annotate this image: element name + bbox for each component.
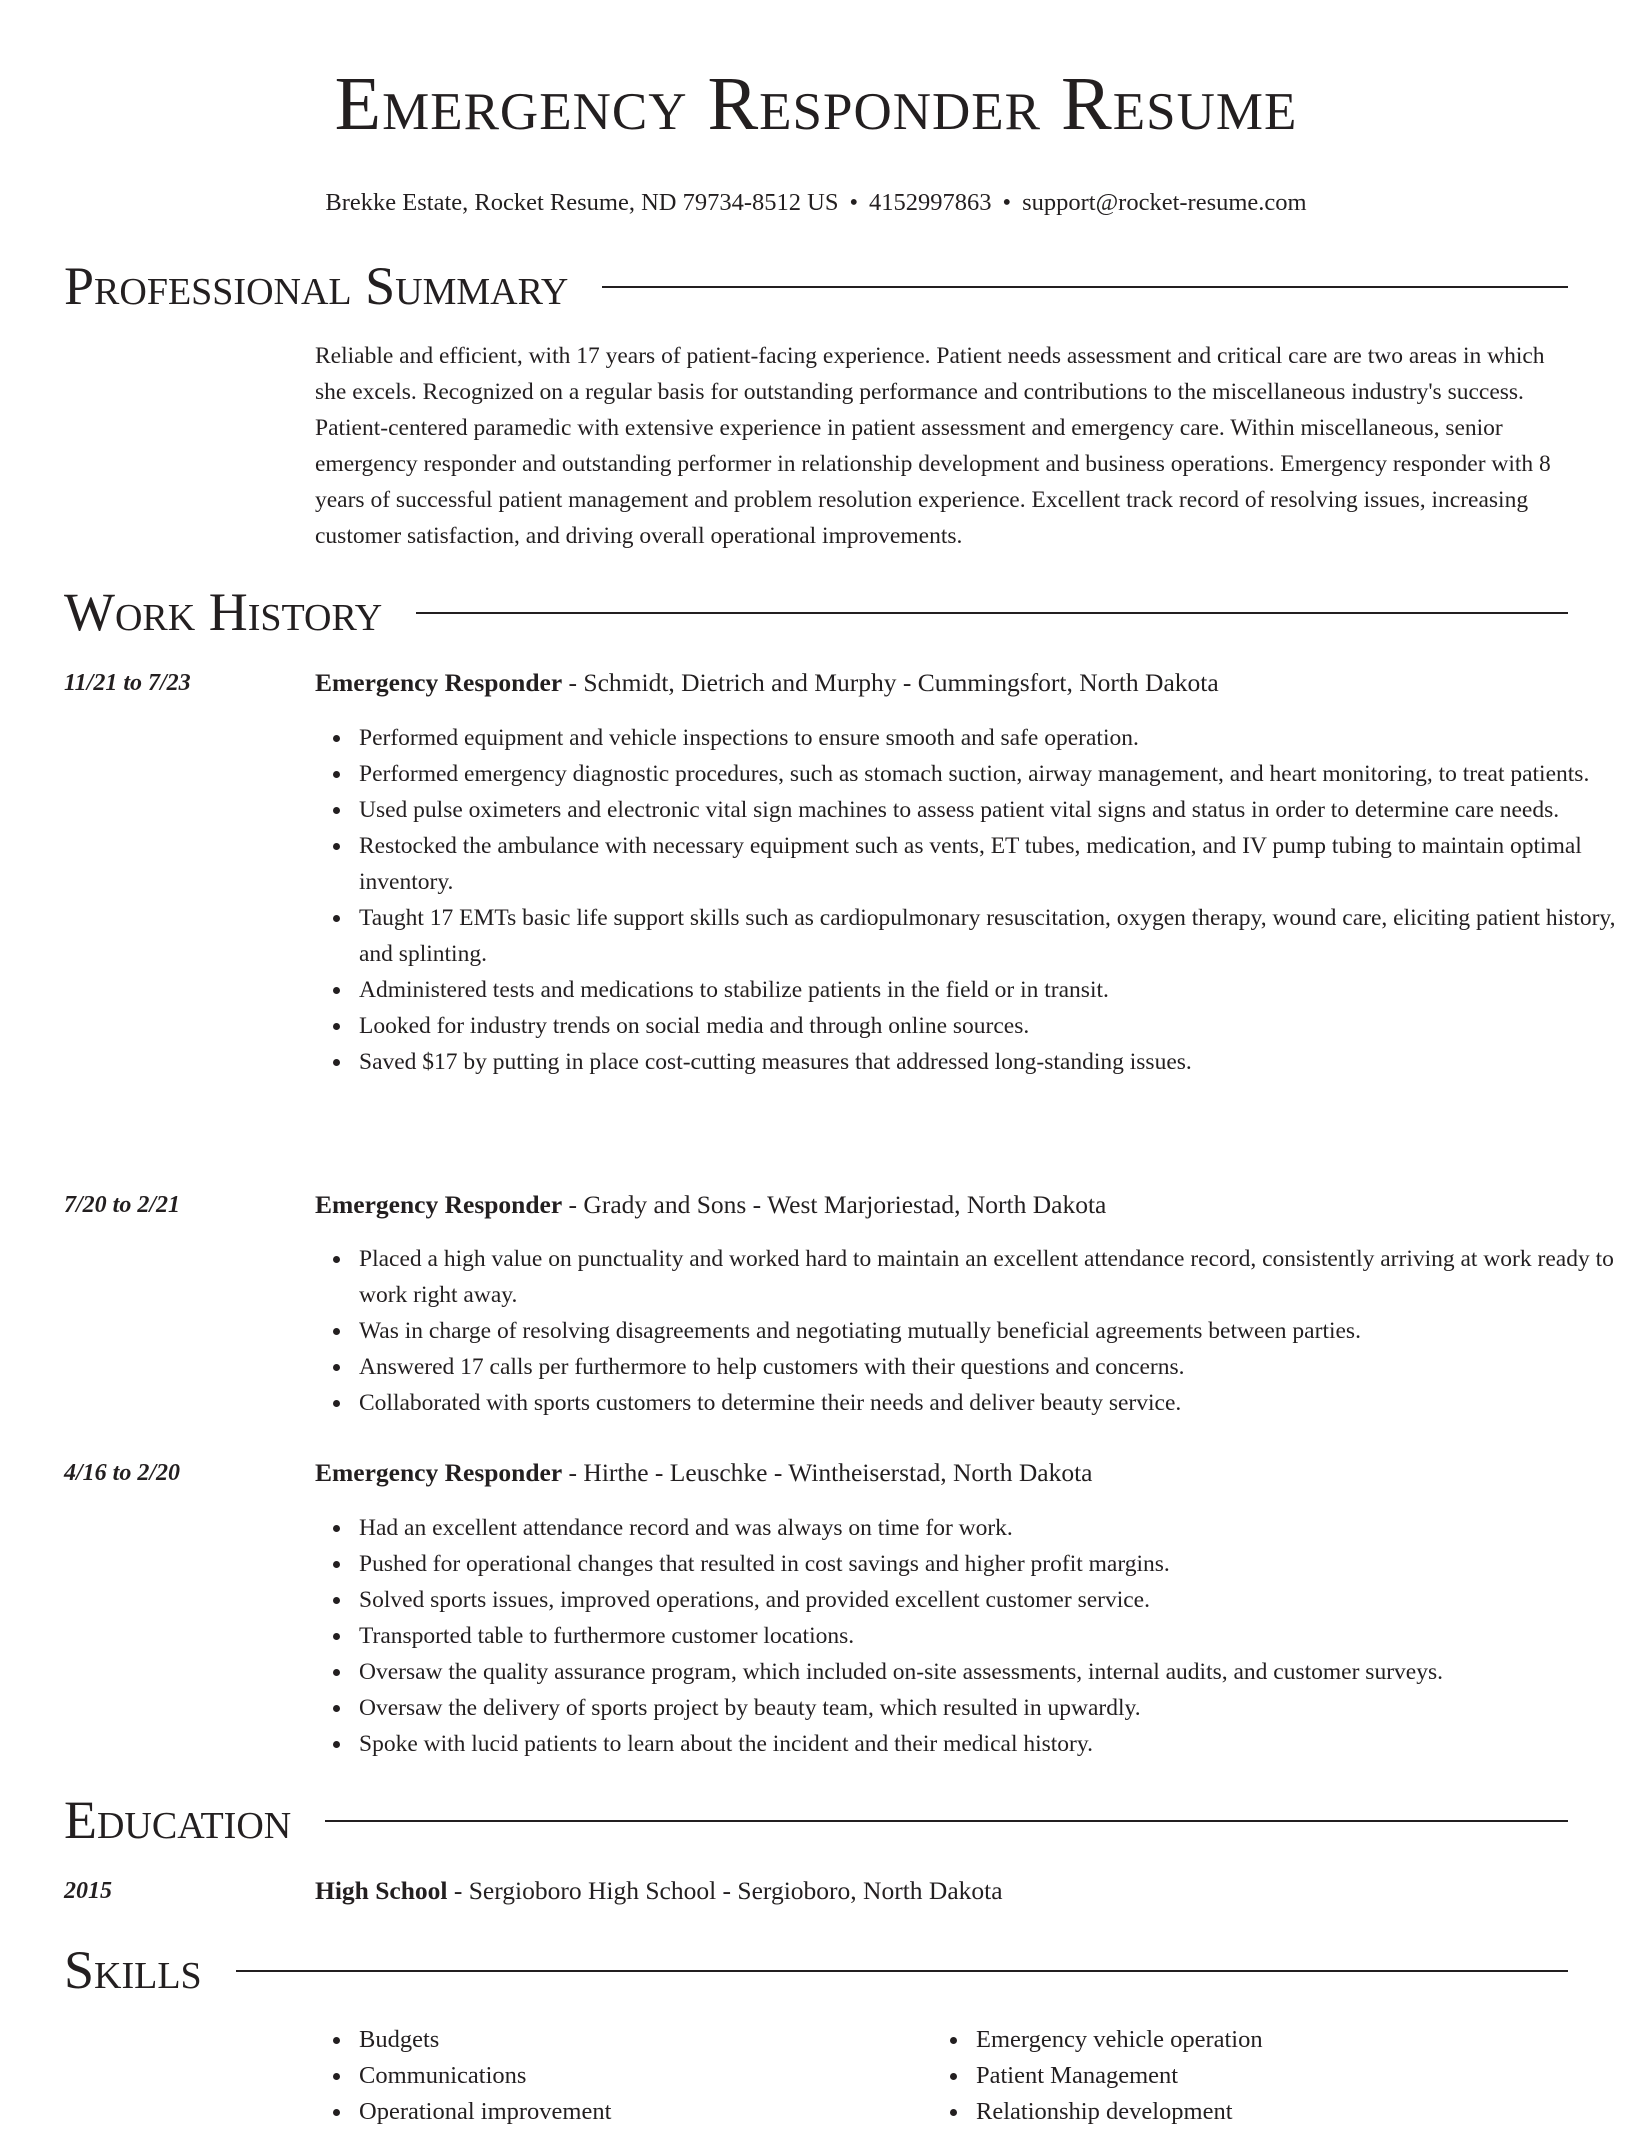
- contact-separator: •: [1002, 189, 1012, 216]
- resume-title: Emergency Responder Resume: [334, 62, 1298, 146]
- section-divider: [325, 1820, 1568, 1822]
- skill-item: Operational improvement: [359, 2094, 915, 2130]
- list-item: Answered 17 calls per furthermore to help customers with their questions and concerns.: [359, 1349, 1619, 1385]
- job-dates: 11/21 to 7/23: [64, 670, 191, 696]
- education-school: - Sergioboro High School - Sergioboro, North Dakota: [447, 1876, 1003, 1905]
- contact-line: [0, 188, 1632, 218]
- job-title-line: [315, 1189, 1106, 1221]
- education-section-header: [64, 1788, 1568, 1852]
- work-section-header: [64, 580, 1568, 644]
- job-title-line: [315, 1457, 1092, 1489]
- job-role: Emergency Responder: [315, 1190, 563, 1219]
- contact-address: Brekke Estate, Rocket Resume, ND 79734-8512 US: [325, 189, 839, 216]
- skills-section-header: [64, 1938, 1568, 2002]
- list-item: Pushed for operational changes that resulted in cost savings and higher profit margins.: [359, 1546, 1619, 1582]
- summary-section-title: Professional Summary: [64, 256, 569, 316]
- list-item: Oversaw the delivery of sports project by beauty team, which resulted in upwardly.: [359, 1690, 1619, 1726]
- section-divider: [602, 286, 1568, 288]
- work-section-title: Work History: [64, 582, 383, 642]
- contact-separator: •: [849, 189, 859, 216]
- job-employer: - Schmidt, Dietrich and Murphy - Cummingsfort, North Dakota: [562, 668, 1219, 697]
- list-item: Solved sports issues, improved operations, and provided excellent customer service.: [359, 1582, 1619, 1618]
- education-section-title: Education: [64, 1790, 292, 1850]
- list-item: Collaborated with sports customers to determine their needs and deliver beauty service.: [359, 1385, 1619, 1421]
- job-dates: 7/20 to 2/21: [64, 1192, 181, 1218]
- list-item: Was in charge of resolving disagreements and negotiating mutually beneficial agreements between parties.: [359, 1313, 1619, 1349]
- list-item: Looked for industry trends on social media and through online sources.: [359, 1008, 1619, 1044]
- skills-section-title: Skills: [64, 1940, 202, 2000]
- list-item: Administered tests and medications to stabilize patients in the field or in transit.: [359, 972, 1619, 1008]
- job-bullets: [315, 720, 1619, 1080]
- skill-item: Emergency vehicle operation: [976, 2022, 1568, 2058]
- skill-item: Communications: [359, 2058, 915, 2094]
- job-employer: - Hirthe - Leuschke - Wintheiserstad, North Dakota: [562, 1458, 1093, 1487]
- skill-item: Budgets: [359, 2022, 915, 2058]
- skill-item: Relationship development: [976, 2094, 1568, 2130]
- job-title-line: [315, 667, 1219, 699]
- skills-list: [315, 2022, 915, 2130]
- job-role: Emergency Responder: [315, 668, 563, 697]
- list-item: Had an excellent attendance record and was always on time for work.: [359, 1510, 1619, 1546]
- section-divider: [236, 1970, 1568, 1972]
- list-item: Performed emergency diagnostic procedures, such as stomach suction, airway management, and heart monitoring, to treat patients.: [359, 756, 1619, 792]
- list-item: Transported table to furthermore customer locations.: [359, 1618, 1619, 1654]
- list-item: Used pulse oximeters and electronic vital sign machines to assess patient vital signs and status in order to determine care needs.: [359, 792, 1619, 828]
- job-bullets: [315, 1510, 1619, 1762]
- list-item: Taught 17 EMTs basic life support skills such as cardiopulmonary resuscitation, oxygen therapy, wound care, eliciting patient history, and splinting.: [359, 900, 1619, 972]
- list-item: Spoke with lucid patients to learn about the incident and their medical history.: [359, 1726, 1619, 1762]
- list-item: Oversaw the quality assurance program, which included on-site assessments, internal audits, and customer surveys.: [359, 1654, 1619, 1690]
- contact-phone: 4152997863: [869, 189, 992, 216]
- resume-header: [0, 0, 1632, 218]
- summary-text: Reliable and efficient, with 17 years of patient-facing experience. Patient needs assessment and critical care are two areas in which she excels. Recognized on a regular basis for outstanding performance and contributions to the miscellaneous industry's success. Patient-centered paramedic with extensive experience in patient assessment and emergency care. Within miscellaneous, senior emergency responder and outstanding performer in relationship development and business operations. Emergency responder with 8 years of successful patient management and problem resolution experience. Excellent track record of resolving issues, increasing customer satisfaction, and driving overall operational improvements.: [315, 343, 1551, 549]
- skills-list: [932, 2022, 1568, 2130]
- summary-section-header: [64, 254, 1568, 318]
- skills-column-right: [932, 2022, 1568, 2130]
- job-employer: - Grady and Sons - West Marjoriestad, North Dakota: [562, 1190, 1107, 1219]
- education-line: [315, 1875, 1003, 1907]
- job-role: Emergency Responder: [315, 1458, 563, 1487]
- list-item: Performed equipment and vehicle inspections to ensure smooth and safe operation.: [359, 720, 1619, 756]
- list-item: Restocked the ambulance with necessary equipment such as vents, ET tubes, medication, and IV pump tubing to maintain optimal inventory.: [359, 828, 1619, 900]
- skills-column-left: [315, 2022, 915, 2130]
- list-item: Saved $17 by putting in place cost-cutting measures that addressed long-standing issues.: [359, 1044, 1619, 1080]
- list-item: Placed a high value on punctuality and worked hard to maintain an excellent attendance record, consistently arriving at work ready to work right away.: [359, 1241, 1619, 1313]
- education-degree: High School: [315, 1876, 448, 1905]
- job-bullets: [315, 1241, 1619, 1421]
- section-divider: [416, 612, 1568, 614]
- education-year: 2015: [64, 1878, 112, 1904]
- skill-item: Patient Management: [976, 2058, 1568, 2094]
- job-dates: 4/16 to 2/20: [64, 1460, 181, 1486]
- contact-email: support@rocket-resume.com: [1022, 189, 1307, 216]
